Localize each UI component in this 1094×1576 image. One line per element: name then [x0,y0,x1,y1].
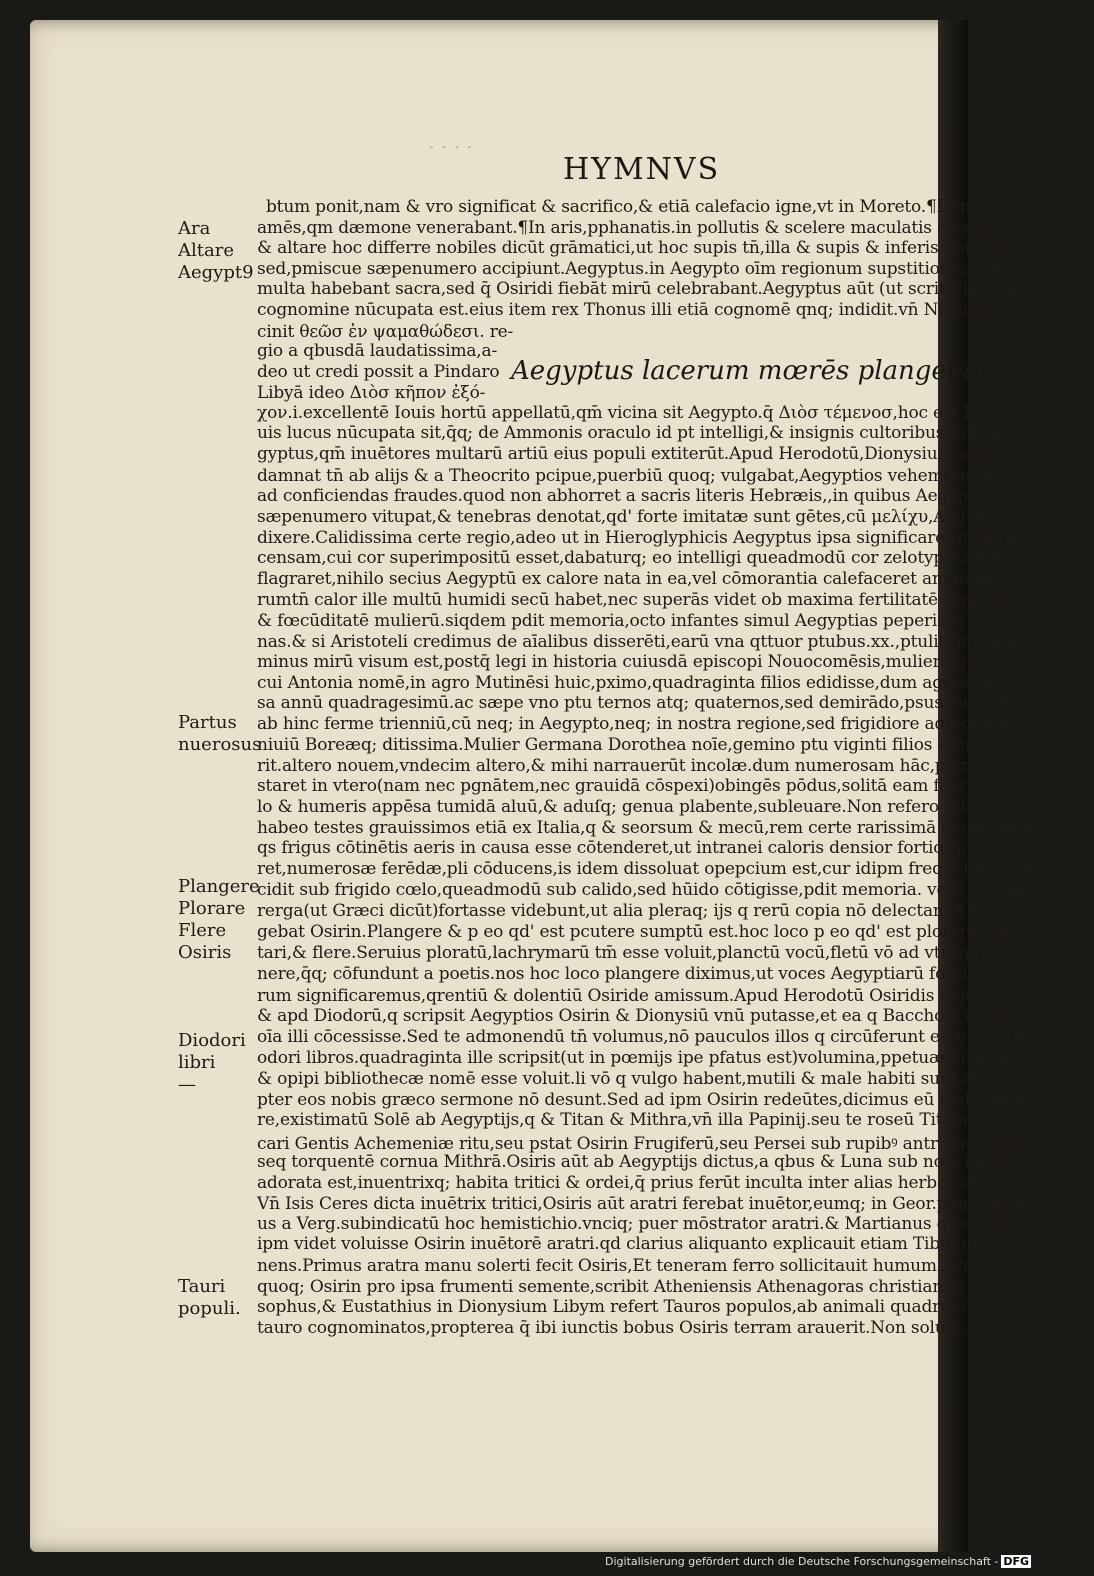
text-line: ad conficiendas fraudes.quod non abhorret a sacris literis Hebræis,,in quibus Aegyptus [257,486,995,506]
text-line: multa habebant sacra,sed q̄ Osiridi fiebāt mirū celebrabant.Aegyptus aūt (ut scribit)a rege [257,279,1022,299]
text-line: gebat Osirin.Plangere & p eo qd' est pcutere sumptū est.hoc loco p eo qd' est plorare,lamē- [257,922,1030,942]
text-line: sa annū quadragesimū.ac sæpe vno ptu ternos atq; quaternos,sed demirādo,psus euanuit [257,693,1012,713]
dfg-logo: DFG [1003,1555,1030,1568]
margin-note-line: Aegypt9 [178,262,254,283]
text-line: rum significaremus,qrentiū & dolentiū Osiride amissum.Apud Herodotū Osiridis mētio, [257,986,993,1006]
digitization-footer [605,1555,1031,1568]
verse-subhead: Aegyptus lacerum mœrēs plangebat Osirim. [511,356,1094,386]
text-line: staret in vtero(nam nec pgnātem,nec grauidā cōspexi)obingēs pōdus,solitā eam fascia col- [257,776,1018,796]
text-line: & altare hoc differre nobiles dicūt grāmatici,ut hoc supis tn̄,illa & supis & inferis poneretur, [257,238,1032,258]
margin-note-diodori [178,1030,256,1096]
text-line: cari Gentis Achemeniæ ritu,seu pstat Osirin Frugiferū,seu Persei sub rupibꝰ antri Indignata [257,1134,1030,1154]
text-line: ret,numerosæ ferēdæ,pli cōducens,is idem dissoluat opepcium est,cur idipm frequēter nō ac [257,859,1039,879]
margin-note-line: Flere [178,920,227,941]
text-line: sophus,& Eustathius in Dionysium Libym refert Tauros populos,ab animali quadrupede [257,1297,992,1317]
text-line: damnat tn̄ ab alijs & a Theocrito pcipue,puerbiū quoq; vulgabat,Aegyptios vehemētes eē [257,466,1004,486]
text-line: & apd Diodorū,q scripsit Aegyptios Osirin & Dionysiū vnū putasse,et ea q Baccho tribuūt, [257,1006,1014,1026]
page-header-title: HYMNVS [563,152,721,187]
text-line: nens.Primus aratra manu solerti fecit Osiris,Et teneram ferro sollicitauit humum.Acceptum [257,1256,1027,1276]
margin-note-line: libri [178,1052,216,1073]
margin-note-line: Plangere [178,876,260,897]
text-line: minus mirū visum est,postq̄ legi in historia cuiusdā episcopi Nouocomēsis,mulierē quādā [257,652,1008,672]
margin-note-partus [178,712,262,756]
text-line: cognomine nūcupata est.eius item rex Thonus illi etiā cognomē qnq; indidit.vn̄ Nicāder ce [257,300,1016,320]
margin-note-tauri [178,1276,256,1320]
margin-note-ara [178,218,256,284]
margin-note-line: Ara [178,218,211,239]
margin-note-line: Osiris [178,942,232,963]
text-line: adorata est,inuentrixq; habita tritici & ordei,q̄ prius ferūt inculta inter alias herbas delituisse [257,1173,1042,1193]
text-line: habeo testes grauissimos etiā ex Italia,q & seorsum & mecū,rem certe rarissimā pceperūt.q̄ si [257,818,1052,838]
text-line: qs frigus cōtinētis aeris in causa esse cōtenderet,ut intranei caloris densior fortiorq; vis euade [257,838,1053,858]
text-line: re,existimatū Solē ab Aegyptijs,q & Titan & Mithra,vn̄ illa Papinij.seu te roseū Titana vo [257,1110,998,1130]
text-line: gyptus,qm̄ inuētores multarū artiū eius populi extiterūt.Apud Herodotū,Dionysium,alios [257,444,998,464]
text-line: cinit θεῶσ ἐν ψαμαθώδεσι. re- [257,322,514,342]
text-line: gio a qbusdā laudatissima,a- [257,341,497,361]
text-line: quoq; Osirin pro ipsa frumenti semente,scribit Atheniensis Athenagoras christianus philo [257,1277,1010,1297]
margin-note-plangere [178,876,260,964]
text-line: Libyā ideo Διὸσ κῆπον ἐξό- [257,383,486,403]
text-line: sæpenumero vitupat,& tenebras denotat,qd' forte imitatæ sunt gētes,cū μελίχυ,Aegyptum [257,507,1020,527]
margin-note-line: Altare [178,240,234,261]
text-line: χον.i.excellentē Iouis hortū appellatū,qm̄ vicina sit Aegypto.q̄ Διὸσ τέμενοσ,hoc est Io- [257,403,986,423]
text-line: seq torquentē cornua Mithrā.Osiris aūt ab Aegyptijs dictus,a qbus & Luna sub noīe Isidis [257,1152,1009,1172]
text-line: lo & humeris appēsa tumidā aluū,& aduſq; genua plabente,subleuare.Non refero fabulas, [257,797,1011,817]
margin-note-line: populi. [178,1298,241,1319]
text-line: censam,cui cor superimpositū esset,dabaturq; eo intelligi queadmodū cor zelotypi cōtinuo [257,548,1018,568]
text-line: niuiū Boreæq; ditissima.Mulier Germana Dorothea noīe,gemino ptu viginti filios effude- [257,735,997,755]
text-line: cui Antonia nomē,in agro Mutinēsi huic,pximo,quadraginta filios edidisse,dum ageret ip- [257,673,1004,693]
margin-note-line: Tauri [178,1276,226,1297]
text-line: odori libros.quadraginta ille scripsit(ut in pœmijs ipe pfatus est)volumina,ppetuæ historię [257,1048,1015,1068]
margin-note-line: Partus [178,712,237,733]
margin-note-line: — [178,1074,196,1095]
text-line: deo ut credi possit a Pindaro [257,362,500,382]
text-line: dixere.Calidissima certe regio,adeo ut in Hieroglyphicis Aegyptus ipsa significaret p ollā ac- [257,528,1034,548]
text-line: btum ponit,nam & vro significat & sacrifico,& etiā calefacio igne,vt in Moreto.¶Demens. [266,197,1011,217]
header-ornament: - - - - [430,142,475,153]
margin-note-line: nuerosus [178,734,262,755]
text-line: Vn̄ Isis Ceres dicta inuētrix tritici,Osiris aūt aratri ferebat inuētor,eumq; in Geor.pbat Serui [257,1194,1026,1214]
text-line: tauro cognominatos,propterea q̄ ibi iunctis bobus Osiris terram arauerit.Non solum igi [257,1318,988,1338]
text-line: ipm videt voluisse Osirin inuētorē aratri.qd clarius aliquanto explicauit etiam Tibullus ca- [257,1234,1011,1254]
text-line: rerga(ut Græci dicūt)fortasse videbunt,ut alia pleraq; ijs q rerū copia nō delectant.¶Plan- [257,901,1009,921]
text-line: & opipi bibliothecæ nomē esse voluit.li vō q vulgo habent,mutili & male habiti sunt.alij [257,1069,988,1089]
text-line: nas.& si Aristoteli credimus de aīalibus disserēti,earū vna qttuor ptubus.xx.,ptulit,qd' mihi [257,632,1019,652]
text-line: amēs,qm dæmone venerabant.¶In aris,pphanatis.in pollutis & scelere maculatis aris.Ara [257,218,1004,238]
text-line: cidit sub frigido cœlo,queadmodū sub calido,sed hūido cōtigisse,pdit memoria. verū hęc pa [257,880,1027,900]
text-line: sed,pmiscue sæpenumero accipiunt.Aegyptus.in Aegypto oīm regionum supstitiosissima, [257,259,1007,279]
text-line: us a Verg.subindicatū hoc hemistichio.vnciq; puer mōstrator aratri.& Martianus quoq; id- [257,1214,1011,1234]
text-line: rit.altero nouem,vndecim altero,& mihi narrauerūt incolæ.dum numerosam hāc,plem ge [257,756,1003,776]
text-line: oīa illi cōcessisse.Sed te admonendū tn̄ volumus,nō pauculos illos q circūferunt esse oēs Di- [257,1027,1030,1047]
text-line: & fœcūditatē mulierū.siqdem pdit memoria,octo infantes simul Aegyptias peperisse fœmi- [257,611,1019,631]
text-line: uis lucus nūcupata sit,q̄ɋ; de Ammonis oraculo id pt intelligi,& insignis cultoribus fuit Ae [257,423,1006,443]
text-line: nere,q̄ɋ; cōfundunt a poetis.nos hoc loco plangere diximus,ut voces Aegyptiarū fœmina [257,964,994,984]
text-line: pter eos nobis græco sermone nō desunt.Sed ad ipm Osirin redeūtes,dicimus eū eodē aucto [257,1090,1032,1110]
text-line: ab hinc ferme trienniū,cū neq; in Aegypto,neq; in nostra regione,sed frigidiore admodū & [257,714,1013,734]
footer-text: Digitalisierung gefördert durch die Deutsche Forschungsgemeinschaft - [605,1555,999,1568]
text-line: flagraret,nihilo secius Aegyptū ex calore nata in ea,vel cōmorantia calefaceret animalia,ve- [257,569,1025,589]
margin-note-line: Plorare [178,898,246,919]
margin-note-line: Diodori [178,1030,246,1051]
text-line: rumtn̄ calor ille multū humidi secū habet,nec superās videt ob maxima fertilitatē regionis, [257,590,1017,610]
text-line: tari,& flere.Seruius ploratū,lachrymarū tm̄ esse voluit,planctū vocū,fletū vō ad vtrūq; pti [257,943,1004,963]
